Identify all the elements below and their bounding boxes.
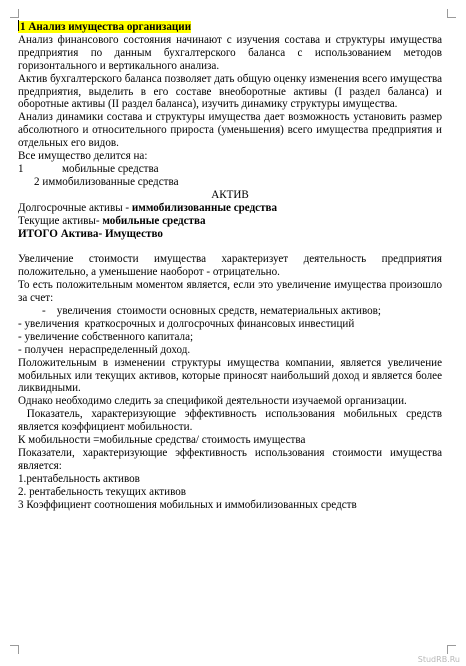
list-item: 3 Коэффициент соотношения мобильных и иммобилизованных средств — [18, 498, 357, 511]
section-heading — [18, 20, 442, 34]
heading-number: 1 — [20, 21, 26, 33]
paragraph: Показатели, характеризующие эффективность использования стоимости имущества является: — [18, 447, 442, 472]
paragraph: Анализ финансового состояния начинают с изучения состава и структуры имущества предприятия по данным бухгалтерского баланса с использованием методов горизонтального и вертикального анализа. — [18, 33, 442, 72]
aktiv-line — [18, 202, 442, 215]
list-item: 2. рентабельность текущих активов — [18, 485, 187, 498]
list-text: мобильные средства — [62, 162, 159, 175]
list-item — [18, 163, 442, 176]
formula-line: К мобильности =мобильные средства/ стоимость имущества — [18, 434, 306, 447]
aktiv-line-value: иммобилизованные средства — [131, 201, 278, 214]
aktiv-line-label: Долгосрочные активы - — [18, 201, 132, 214]
margin-corner-mark — [447, 645, 456, 654]
document-body[interactable] — [18, 20, 445, 512]
list-item: - увеличения краткосрочных и долгосрочных финансовых инвестиций — [18, 317, 355, 330]
paragraph: Показатель, характеризующие эффективность использования мобильных средств является коэффициент мобильности. — [18, 408, 445, 434]
list-item: - увеличение собственного капитала; — [18, 330, 194, 343]
watermark: StudRB.Ru — [417, 655, 460, 664]
text-cursor — [18, 20, 19, 31]
margin-corner-mark — [10, 645, 19, 654]
list-number: 2 — [34, 175, 40, 188]
paragraph: То есть положительным моментом является, если это увеличение имущества произошло за счет: — [18, 279, 442, 305]
paragraph: Все имущество делится на: — [18, 150, 148, 163]
aktiv-line — [18, 215, 442, 228]
paragraph: Увеличение стоимости имущества характеризует деятельность предприятия положительно, а уменьшение наоборот - отрицательно. — [18, 253, 442, 279]
margin-corner-mark — [447, 9, 456, 18]
paragraph: Однако необходимо следить за спецификой деятельности изучаемой организации. — [18, 395, 407, 408]
list-item: - увеличения стоимости основных средств, нематериальных активов; — [42, 305, 382, 318]
margin-corner-mark — [10, 9, 19, 18]
list-item: - получен нераспределенный доход. — [18, 343, 191, 356]
list-item — [18, 176, 442, 189]
aktiv-title: АКТИВ — [211, 188, 249, 201]
paragraph: Актив бухгалтерского баланса позволяет дать общую оценку изменения всего имущества предприятия, выделить в его составе внеоборотные активы (I раздел баланса) и оборотные активы (II раздел баланса), изучить динамику структуры имущества. — [18, 72, 442, 111]
aktiv-line-label: Текущие активы- — [18, 214, 103, 227]
list-number: 1 — [18, 162, 24, 175]
list-text: иммобилизованные средства — [42, 175, 179, 188]
heading-text: Анализ имущества организации — [28, 21, 192, 33]
list-item: 1.рентабельность активов — [18, 472, 140, 485]
paragraph: Анализ динамики состава и структуры имущества дает возможность установить размер абсолютного и относительного прироста (уменьшения) всего имущества предприятия и отдельных его видов. — [18, 111, 442, 150]
aktiv-total: ИТОГО Актива- Имущество — [18, 227, 163, 240]
paragraph: Положительным в изменении структуры имущества компании, является увеличение мобильных или текущих активов, которые приносят наибольший доход и является более ликвидными. — [18, 356, 442, 395]
aktiv-line-value: мобильные средства — [102, 214, 206, 227]
